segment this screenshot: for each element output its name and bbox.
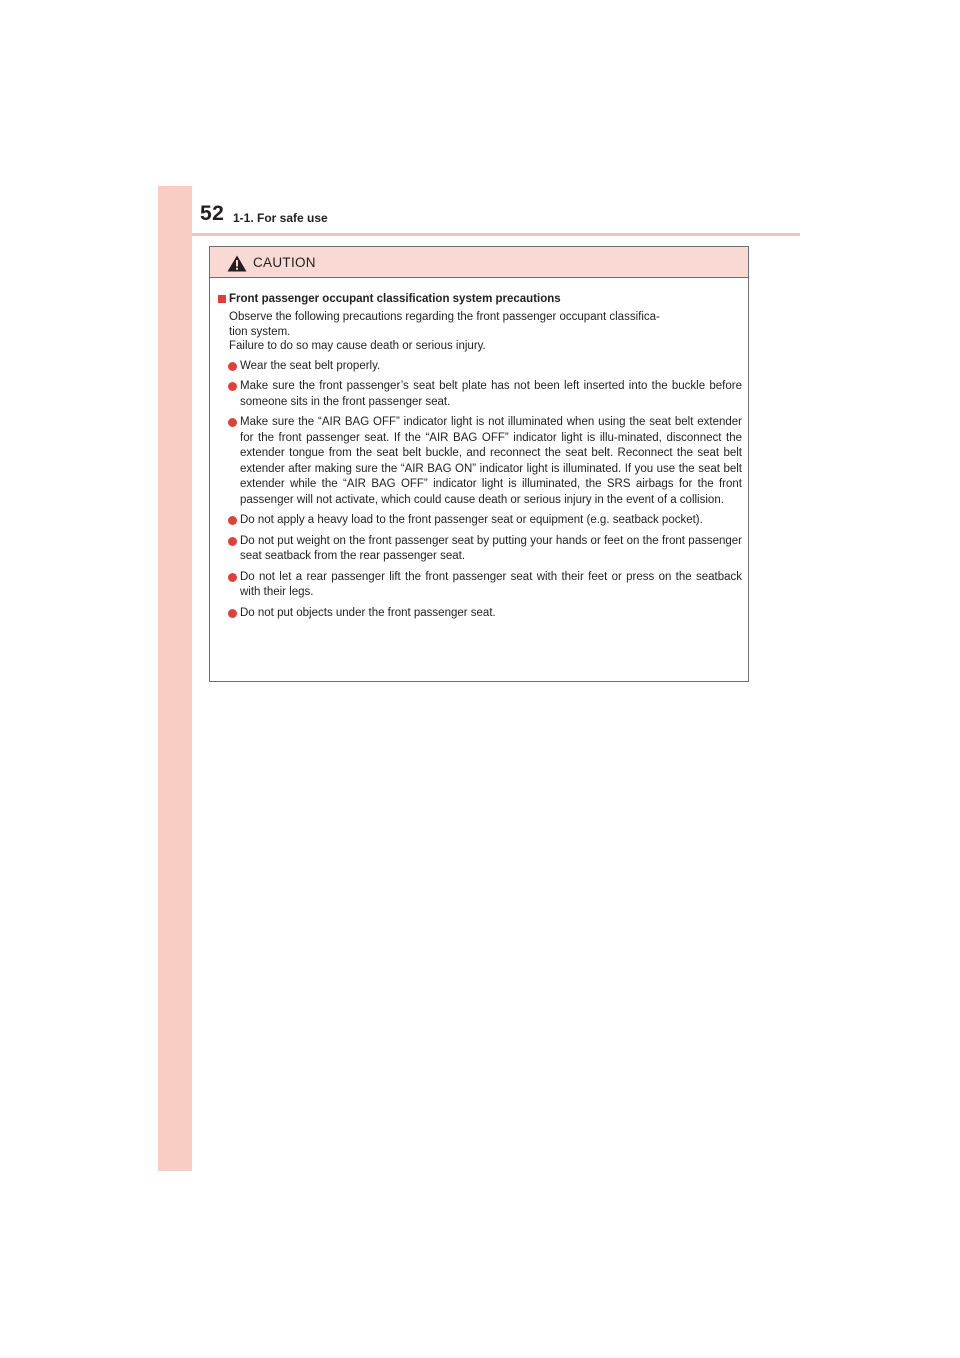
list-item-text: Do not let a rear passenger lift the front passenger seat with their feet or press on the seatback with their legs. <box>240 570 742 598</box>
precaution-list <box>218 359 742 622</box>
list-item-text: Do not apply a heavy load to the front passenger seat or equipment (e.g. seatback pocket). <box>240 514 703 526</box>
list-item <box>218 379 742 410</box>
list-item <box>218 513 742 529</box>
bullet-dot-icon <box>228 382 237 391</box>
bullet-dot-icon <box>228 516 237 525</box>
bullet-dot-icon <box>228 609 237 618</box>
intro-line: Observe the following precautions regarding the front passenger occupant classifica- <box>229 311 660 323</box>
list-item-text: Make sure the front passenger’s seat belt plate has not been left inserted into the buckle before someone sits in the front passenger seat. <box>240 380 742 408</box>
list-item-text: Do not put weight on the front passenger seat by putting your hands or feet on the front passenger seat seatback from the rear passenger seat. <box>240 534 742 562</box>
bullet-dot-icon <box>228 573 237 582</box>
section-heading-text: Front passenger occupant classification system precautions <box>229 293 561 305</box>
warning-triangle-icon <box>227 255 247 272</box>
caution-body <box>210 278 748 621</box>
list-item <box>218 415 742 508</box>
bullet-dot-icon <box>228 418 237 427</box>
list-item <box>218 534 742 565</box>
list-item-text: Make sure the “AIR BAG OFF” indicator light is not illuminated when using the seat belt extender for the front passenger seat. If the “AIR BAG OFF” indicator light is illu-minated, disconnect the extender tongue from the seat belt buckle, and reconnect the seat belt. Reconnect the seat belt extender after making sure the “AIR BAG ON” indicator light is illuminated. If you use the seat belt extender while the “AIR BAG OFF” indicator light is illuminated, the SRS airbags for the front passenger will not activate, which could cause death or serious injury in the event of a collision. <box>240 416 742 506</box>
caution-box <box>209 246 749 682</box>
bullet-dot-icon <box>228 537 237 546</box>
intro-line: Failure to do so may cause death or serious injury. <box>229 340 486 352</box>
intro-paragraph <box>229 310 742 354</box>
list-item <box>218 570 742 601</box>
intro-line: tion system. <box>229 325 291 338</box>
side-tab-band <box>158 186 192 1171</box>
caution-header <box>210 247 748 278</box>
list-item-text: Do not put objects under the front passenger seat. <box>240 606 496 619</box>
header-rule <box>192 233 800 236</box>
section-heading <box>218 292 742 306</box>
list-item-text: Wear the seat belt properly. <box>240 359 381 372</box>
square-bullet-icon <box>218 295 226 303</box>
list-item <box>218 606 742 622</box>
bullet-dot-icon <box>228 362 237 371</box>
caution-label: CAUTION <box>253 255 316 270</box>
section-title: 1-1. For safe use <box>233 211 328 225</box>
list-item <box>218 359 742 375</box>
page-number: 52 <box>200 202 225 225</box>
